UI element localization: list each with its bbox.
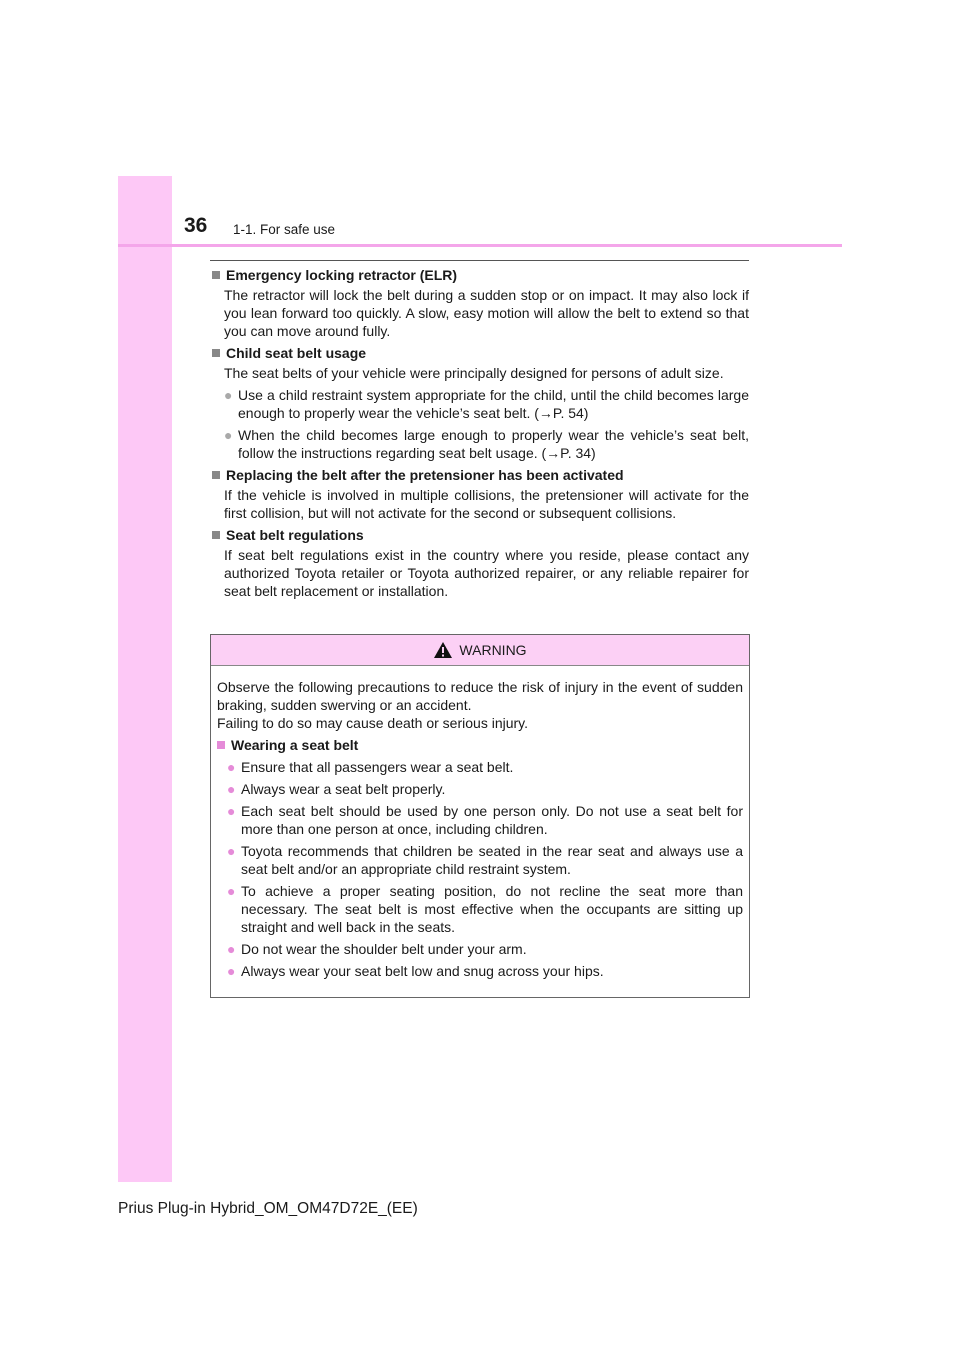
circle-bullet-icon: ● [227, 963, 236, 979]
square-bullet-icon [212, 349, 220, 357]
circle-bullet-icon: ● [227, 759, 236, 775]
square-bullet-icon [212, 471, 220, 479]
list-item: ● To achieve a proper seating position, do not recline the seat more than necessary. The seat belt is most effective when the occupants are sitting up straight and well back in the seats. [227, 883, 743, 935]
square-bullet-icon [212, 531, 220, 539]
list-item: ● Ensure that all passengers wear a seat belt. [227, 759, 514, 775]
section-elr [210, 266, 749, 340]
section-seat-belt-regulations [210, 526, 749, 600]
warning-subsection-heading: Wearing a seat belt [231, 737, 359, 753]
list-item: ● Always wear your seat belt low and snug across your hips. [227, 963, 604, 979]
section-title: 1-1. For safe use [233, 222, 336, 237]
page-number: 36 [184, 214, 208, 237]
circle-bullet-icon: ● [227, 803, 236, 819]
section-body: The seat belts of your vehicle were principally designed for persons of adult size. [224, 365, 724, 381]
content-area [210, 266, 749, 604]
section-heading: Seat belt regulations [226, 527, 364, 543]
list-item: ● Do not wear the shoulder belt under your arm. [227, 941, 527, 957]
content-top-rule [210, 260, 749, 261]
header-rule [118, 244, 842, 247]
section-child-seat-belt [210, 344, 749, 462]
square-bullet-icon [212, 271, 220, 279]
square-bullet-icon [217, 741, 225, 749]
warning-triangle-icon [433, 641, 453, 659]
list-item: ● Use a child restraint system appropriate for the child, until the child becomes large enough to properly wear the vehicle’s seat belt. (→P. 54) [224, 387, 749, 421]
warning-intro: Observe the following precautions to reduce the risk of injury in the event of sudden braking, sudden swerving or an accident. [217, 679, 743, 713]
circle-bullet-icon: ● [224, 427, 233, 443]
section-body: If the vehicle is involved in multiple collisions, the pretensioner will activate for the first collision, but will not activate for the second or subsequent collisions. [224, 487, 749, 521]
warning-label: WARNING [459, 642, 527, 658]
circle-bullet-icon: ● [227, 843, 236, 859]
section-heading: Replacing the belt after the pretensioner has been activated [226, 467, 624, 483]
section-heading: Child seat belt usage [226, 345, 367, 361]
circle-bullet-icon: ● [224, 387, 233, 403]
list-item: ● Always wear a seat belt properly. [227, 781, 446, 797]
warning-header [211, 635, 749, 666]
list-item: ● Toyota recommends that children be seated in the rear seat and always use a seat belt and/or an appropriate child restraint system. [227, 843, 743, 877]
section-replacing-belt [210, 466, 749, 522]
warning-intro-consequence: Failing to do so may cause death or serious injury. [217, 715, 529, 731]
circle-bullet-icon: ● [227, 883, 236, 899]
section-body: The retractor will lock the belt during a sudden stop or on impact. It may also lock if you lean forward too quickly. A slow, easy motion will allow the belt to extend so that you can move around fully. [224, 287, 749, 339]
side-tab-band [118, 176, 172, 1182]
circle-bullet-icon: ● [227, 781, 236, 797]
footer-document-id: Prius Plug-in Hybrid_OM_OM47D72E_(EE) [118, 1200, 418, 1217]
section-heading: Emergency locking retractor (ELR) [226, 267, 458, 283]
list-item: ● Each seat belt should be used by one person only. Do not use a seat belt for more than one person at once, including children. [227, 803, 743, 837]
warning-body [211, 666, 749, 980]
circle-bullet-icon: ● [227, 941, 236, 957]
list-item: ● When the child becomes large enough to properly wear the vehicle’s seat belt, follow the instructions regarding seat belt usage. (→P. 34) [224, 427, 749, 461]
section-body: If seat belt regulations exist in the country where you reside, please contact any authorized Toyota retailer or Toyota authorized repairer, or any reliable repairer for seat belt replacement or installation. [224, 547, 749, 599]
warning-box [210, 634, 750, 998]
